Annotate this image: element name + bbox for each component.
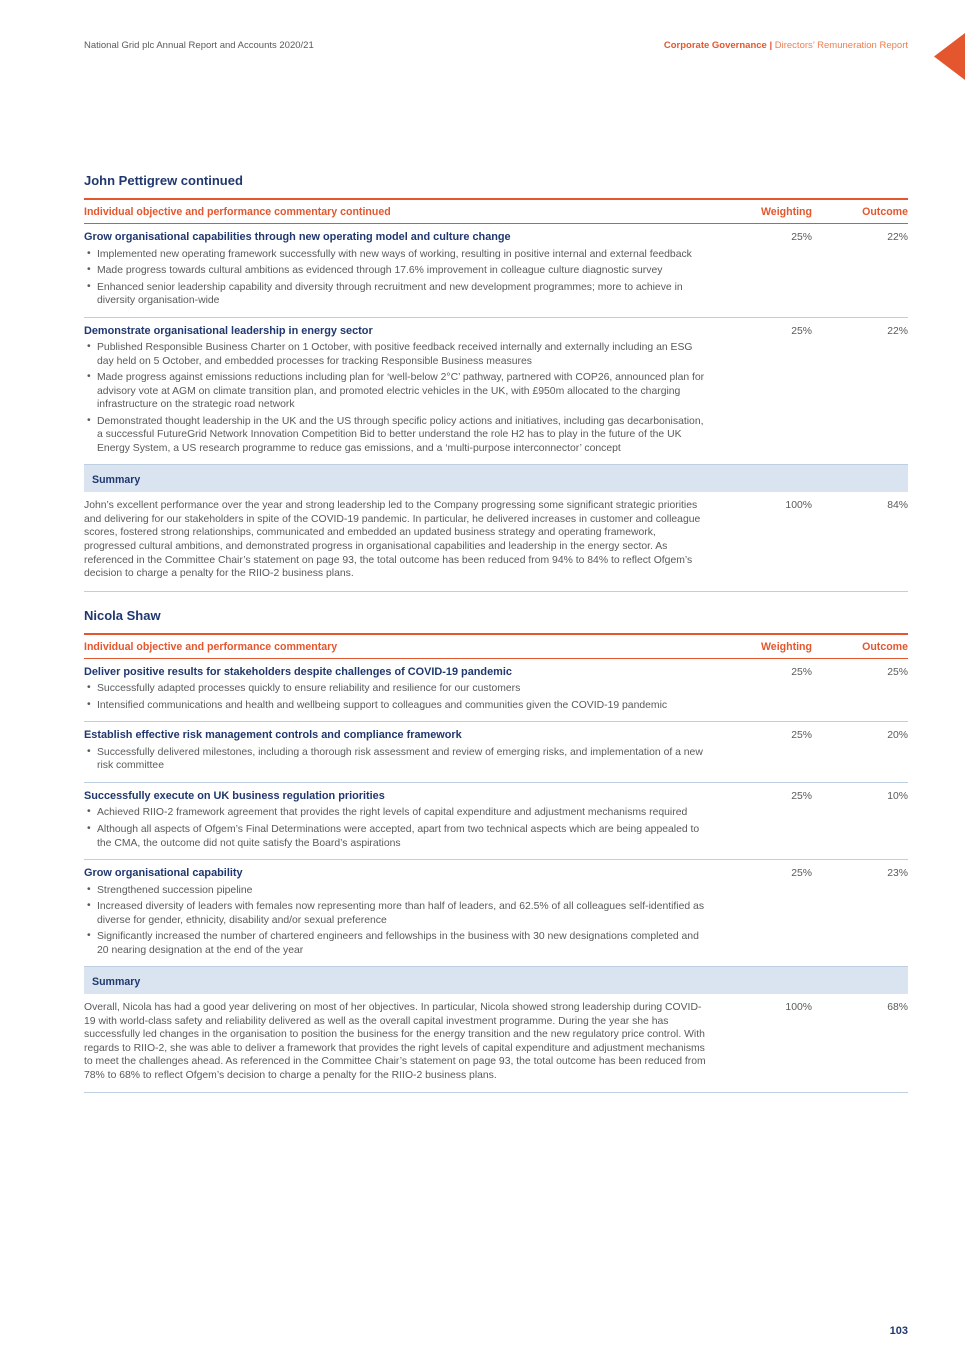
column-header-outcome: Outcome	[862, 206, 908, 218]
objective-bullets	[84, 248, 706, 308]
outcome-value: 10%	[887, 790, 908, 802]
objectives-table	[84, 198, 908, 592]
summary-label: Summary	[92, 474, 141, 487]
column-header-commentary: Individual objective and performance commentary continued	[84, 206, 391, 218]
objective-commentary	[84, 231, 726, 308]
objective-commentary	[84, 666, 726, 713]
objective-commentary	[84, 790, 726, 850]
bullet-item: • Although all aspects of Ofgem’s Final Determinations were accepted, apart from two technical aspects which are being appealed to the CMA, the outcome did not quite satisfy the Board’s aspirations	[84, 823, 706, 850]
objective-row	[84, 783, 908, 860]
bullet-item: • Increased diversity of leaders with females now representing more than half of leaders, and 62.5% of all colleagues self-identified as diverse for gender, ethnicity, disability and/or sexual preference	[84, 900, 706, 927]
bullet-item: • Made progress against emissions reductions including plan for ‘well-below 2°C’ pathway, partnered with COP26, announced plan for advisory vote at AGM on climate transition plan, and promoted electric vehicles in the UK, with £950m allocated to the charging infrastructure on the strategic road network	[84, 371, 706, 412]
column-header-outcome: Outcome	[862, 640, 908, 653]
outcome-value: 23%	[887, 868, 908, 880]
objective-title: Grow organisational capability	[84, 867, 243, 880]
objective-title: Demonstrate organisational leadership in energy sector	[84, 324, 373, 337]
summary-text: John’s excellent performance over the year and strong leadership led to the Company progressing some significant strategic priorities and delivering for our stakeholders in spite of the COVID-19 pandemic. In particular, he delivered increases in customer and colleague scores, fostered strong relationships, communicated and embedded an updated business strategy and operating framework, progressed cultural ambitions, and demonstrated progress in organisational capabilities and leadership in the energy sector. As referenced in the Committee Chair’s statement on page 93, the total outcome has been reduced from 94% to 84% to reflect Ofgem’s decision to charge a penalty for the RIIO-2 business plans.	[84, 500, 701, 580]
objective-title: Deliver positive results for stakeholders despite challenges of COVID-19 pandemic	[84, 665, 512, 678]
weighting-value: 25%	[791, 730, 812, 742]
weighting-value: 25%	[791, 666, 812, 678]
bullet-item: • Made progress towards cultural ambitions as evidenced through 17.6% improvement in colleague culture diagnostic survey	[84, 264, 706, 278]
objective-title: Successfully execute on UK business regulation priorities	[84, 789, 385, 802]
objective-row	[84, 659, 908, 723]
column-header-commentary: Individual objective and performance commentary	[84, 640, 338, 653]
objective-commentary	[84, 867, 726, 957]
bullet-item: • Published Responsible Business Charter on 1 October, with positive feedback received internally and externally including an ESG day held on 5 October, and embedded processes for tracking Responsible Business measures	[84, 341, 706, 368]
objective-commentary	[84, 729, 726, 773]
objective-title: Establish effective risk management controls and compliance framework	[84, 729, 462, 742]
running-header	[84, 40, 908, 51]
objective-row	[84, 860, 908, 967]
outcome-value: 22%	[887, 232, 908, 243]
summary-weighting-value: 100%	[785, 500, 812, 512]
bullet-item: • Achieved RIIO-2 framework agreement that provides the right levels of capital expenditure and adjustment mechanisms required	[84, 806, 706, 820]
outcome-value: 25%	[887, 666, 908, 678]
bullet-item: • Implemented new operating framework successfully with new ways of working, resulting in positive internal and external feedback	[84, 248, 706, 262]
objective-bullets	[84, 682, 706, 712]
weighting-value: 25%	[791, 790, 812, 802]
objective-bullets	[84, 341, 706, 455]
weighting-value: 25%	[791, 325, 812, 337]
page-number: 103	[889, 1325, 908, 1337]
column-header-weighting: Weighting	[761, 206, 812, 218]
objective-bullets	[84, 806, 706, 850]
outcome-value: 22%	[887, 325, 908, 337]
summary-outcome-value: 68%	[887, 1002, 908, 1014]
header-subsection-name: Directors’ Remuneration Report	[774, 40, 908, 51]
summary-band	[84, 465, 908, 492]
objectives-table	[84, 633, 908, 1094]
objective-title: Grow organisational capabilities through new operating model and culture change	[84, 231, 511, 243]
header-section-breadcrumb	[664, 40, 908, 51]
header-report-title: National Grid plc Annual Report and Accounts 2020/21	[84, 40, 314, 51]
summary-text: Overall, Nicola has had a good year delivering on most of her objectives. In particular, Nicola showed strong leadership during COVID-19 with world-class safety and reliability delivered as well as the overall capital investment programme. During the year she has successfully led changes in the organisation to position the business for the energy transition and the new regulatory price control. With regards to RIIO-2, she was able to deliver a framework that provides the right levels of capital expenditure and adjustment mechanisms to meet the challenges ahead. As referenced in the Committee Chair’s statement on page 93, the total outcome has been reduced from 78% to 68% to reflect Ofgem’s decision to charge a penalty for the RIIO-2 business plans.	[84, 1002, 706, 1081]
section-john-pettigrew	[84, 173, 908, 592]
objective-row	[84, 224, 908, 318]
table-header-row	[84, 635, 908, 659]
objective-bullets	[84, 746, 706, 773]
section-nicola-shaw	[84, 608, 908, 1094]
objective-bullets	[84, 884, 706, 958]
header-section-name: Corporate Governance |	[663, 40, 773, 51]
summary-row	[84, 492, 908, 591]
summary-row	[84, 994, 908, 1093]
table-header-row	[84, 200, 908, 224]
weighting-value: 25%	[791, 232, 812, 243]
bullet-item: • Successfully adapted processes quickly to ensure reliability and resilience for our customers	[84, 682, 706, 696]
objective-commentary	[84, 325, 726, 456]
bullet-item: • Strengthened succession pipeline	[84, 884, 706, 898]
bullet-item: • Successfully delivered milestones, including a thorough risk assessment and review of emerging risks, and implementation of a new risk committee	[84, 746, 706, 773]
bullet-item: • Enhanced senior leadership capability and diversity through recruitment and new development programmes; more to achieve in diversity organisation-wide	[84, 281, 706, 308]
bullet-item: • Demonstrated thought leadership in the UK and the US through specific policy actions and initiatives, including gas decarbonisation, a successful FutureGrid Network Innovation Competition Bid to better understand the role H2 has to play in the future of the UK Energy System, a US research programme to reduce gas emissions, and a ‘multi-purpose interconnector’ concept	[84, 415, 706, 456]
summary-weighting-value: 100%	[785, 1002, 812, 1014]
outcome-value: 20%	[887, 730, 908, 742]
summary-outcome-value: 84%	[887, 500, 908, 512]
summary-label: Summary	[92, 976, 141, 989]
weighting-value: 25%	[791, 868, 812, 880]
bullet-item: • Intensified communications and health and wellbeing support to colleagues and communities given the COVID-19 pandemic	[84, 699, 706, 713]
objective-row	[84, 318, 908, 466]
bullet-item: • Significantly increased the number of chartered engineers and fellowships in the business with 30 new designations completed and 20 nearing designation at the end of the year	[84, 930, 706, 957]
person-heading: John Pettigrew continued	[84, 173, 243, 188]
summary-band	[84, 967, 908, 994]
objective-row	[84, 722, 908, 783]
column-header-weighting: Weighting	[761, 640, 812, 653]
person-heading: Nicola Shaw	[84, 607, 161, 623]
